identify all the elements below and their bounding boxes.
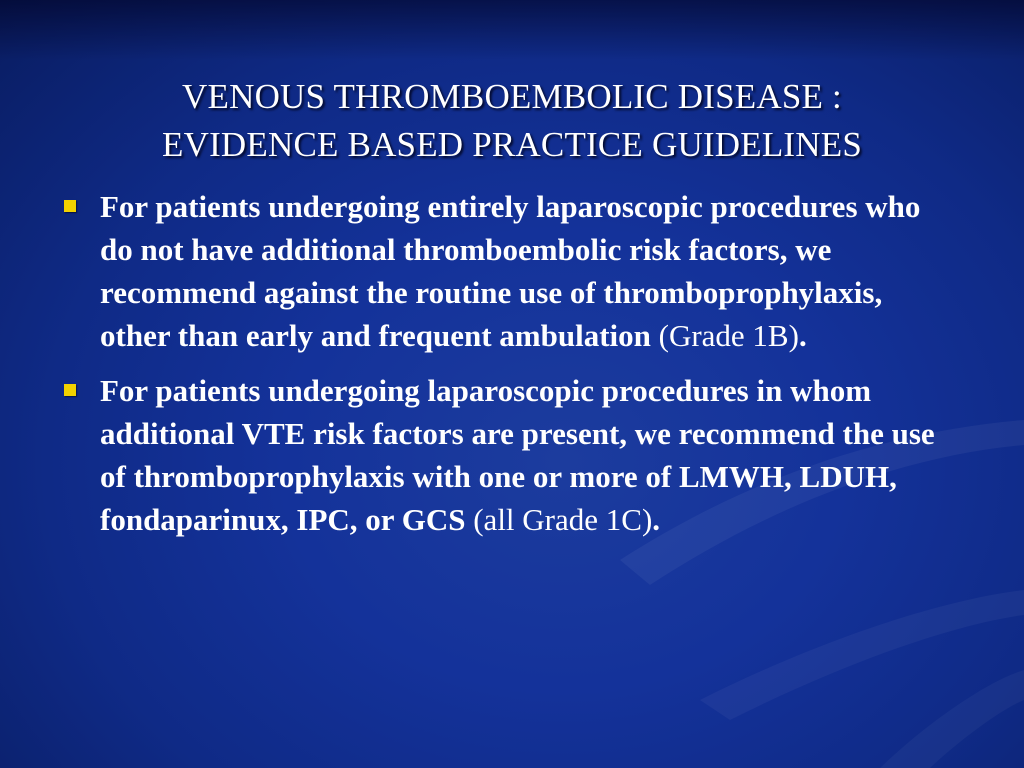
bullet-1-end: . (798, 318, 807, 353)
slide-title (40, 73, 984, 169)
square-bullet-icon (64, 200, 76, 212)
bullet-2-end: . (652, 502, 661, 537)
bullet-1-text: For patients undergoing entirely laparoscopic procedures who do not have additional thromboembolic risk factors, we recommend against the routine use of thromboprophylaxis, other than early and frequent ambulation (100, 189, 921, 353)
title-line-1: VENOUS THROMBOEMBOLIC DISEASE : (182, 77, 842, 117)
bullet-item-2 (62, 369, 942, 541)
bullet-1-grade: (Grade 1B) (658, 318, 799, 353)
swirl-arc-3 (880, 670, 1024, 768)
bullet-2-grade: (all Grade 1C) (473, 502, 653, 537)
bullet-item-1 (62, 185, 942, 357)
bullet-2-text: For patients undergoing laparoscopic procedures in whom additional VTE risk factors are present, we recommend the use of thromboprophylaxis with one or more of LMWH, LDUH, fondaparinux, IPC, or GCS (100, 373, 935, 537)
title-line-2: EVIDENCE BASED PRACTICE GUIDELINES (162, 125, 862, 165)
square-bullet-icon (64, 384, 76, 396)
bullet-list (62, 185, 942, 553)
